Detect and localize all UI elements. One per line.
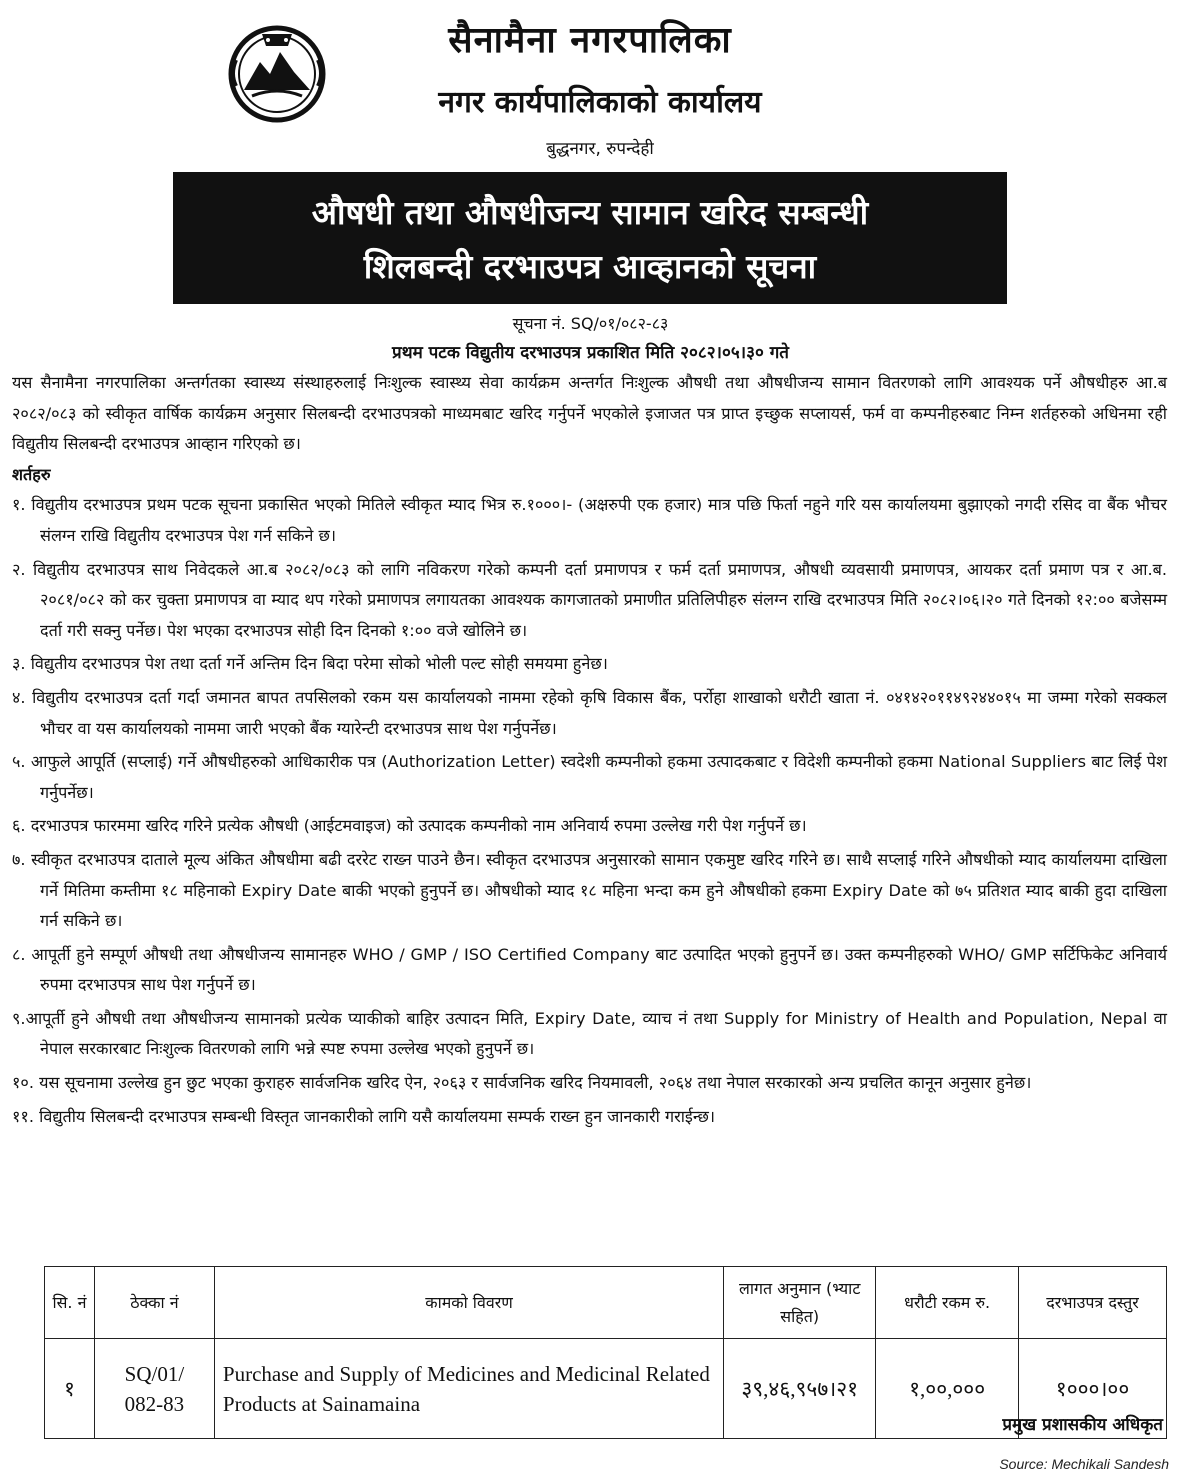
condition-item: ९.आपूर्ती हुने औषधी तथा औषधीजन्य सामानको प्रत्येक प्याकीको बाहिर उत्पादन मिति, Expiry Date, व्याच नं तथा Supply for Ministry of Health and Population, Nepal वा नेपाल सरकारबाट निःशुल्क वितरणको लागि भन्ने स्पष्ट रुपमा उल्लेख भएको हुनुपर्ने छ। — [12, 1008, 1167, 1059]
source-credit: Source: Mechikali Sandesh — [999, 1456, 1169, 1472]
table-header-row — [45, 1267, 1167, 1339]
column-header: दरभाउपत्र दस्तुर — [1019, 1267, 1167, 1339]
bid-security-cell: १,००,००० — [876, 1339, 1019, 1439]
tender-table — [44, 1266, 1167, 1439]
table-row — [45, 1339, 1167, 1439]
condition-item: ११. विद्युतीय सिलबन्दी दरभाउपत्र सम्बन्धी विस्तृत जानकारीको लागि यसै कार्यालयमा सम्पर्क राख्न हुन जानकारी गराईन्छ। — [12, 1106, 715, 1126]
publication-date: प्रथम पटक विद्युतीय दरभाउपत्र प्रकाशित मिति २०८२।०५।३० गते — [392, 343, 789, 363]
condition-item: १. विद्युतीय दरभाउपत्र प्रथम पटक सूचना प्रकासित भएको मितिले स्वीकृत म्याद भित्र रु.१०००।- (अक्षरुपी एक हजार) मात्र पछि फिर्ता नहुने गरि यस कार्यालयमा बुझाएको नगदी रसिद वा बैंक भौचर संलग्न राखि विद्युतीय दरभाउपत्र पेश गर्न सकिने छ। — [12, 495, 1167, 545]
condition-item: ८. आपूर्ती हुने सम्पूर्ण औषधी तथा औषधीजन्य सामानहरु WHO / GMP / ISO Certified Company बाट उत्पादित भएको हुनुपर्ने छ। उक्त कम्पनीहरुको WHO/ GMP सर्टिफिकेट अनिवार्य रुपमा दरभाउपत्र साथ पेश गर्नुपर्ने छ। — [12, 944, 1167, 995]
column-header: धरौटी रकम रु. — [876, 1267, 1019, 1339]
notice-body — [12, 368, 1167, 1135]
condition-item: ४. विद्युतीय दरभाउपत्र दर्ता गर्दा जमानत बापत तपसिलको रकम यस कार्यालयको नाममा रहेको कृषि विकास बैंक, पर्रोहा शाखाको धरौटी खाता नं. ०४१४२०११४९२४४०१५ मा जम्मा गरेको सक्कल भौचर वा यस कार्यालयको नाममा जारी भएको बैंक ग्यारेन्टी दरभाउपत्र साथ पेश गर्नुपर्नेछ। — [12, 687, 1167, 738]
terms-heading: शर्तहरु — [12, 464, 51, 484]
condition-item: ६. दरभाउपत्र फारममा खरिद गरिने प्रत्येक औषधी (आईटमवाइज) को उत्पादक कम्पनीको नाम अनिवार्य रुपमा उल्लेख गरी पेश गर्नुपर्ने छ। — [12, 816, 807, 836]
notice-header — [0, 0, 1181, 170]
office-name: नगर कार्यपालिकाको कार्यालय — [438, 85, 762, 120]
contract-number-cell: SQ/01/ 082-83 — [94, 1339, 214, 1439]
notice-number: सूचना नं. SQ/०१/०८२-८३ — [512, 314, 669, 333]
condition-item: ७. स्वीकृत दरभाउपत्र दाताले मूल्य अंकित औषधीमा बढी दररेट राख्न पाउने छैन। स्वीकृत दरभाउपत्र अनुसारको सामान एकमुष्ट खरिद गरिने छ। साथै सप्लाई गरिने औषधीको म्याद कार्यालयमा दाखिला गर्ने मितिमा कम्तीमा १८ महिनाको Expiry Date बाकी भएको हुनुपर्ने छ। औषधीको म्याद १८ महिना भन्दा कम हुने औषधीको हकमा Expiry Date को ७५ प्रतिशत म्याद बाकी हुदा दाखिला गर्न सकिने छ। — [12, 849, 1167, 931]
notice-title-banner — [173, 172, 1007, 304]
work-description-cell: Purchase and Supply of Medicines and Medicinal Related Products at Sainamaina — [214, 1339, 723, 1439]
intro-paragraph: यस सैनामैना नगरपालिका अन्तर्गतका स्वास्थ्य संस्थाहरुलाई निःशुल्क स्वास्थ्य सेवा कार्यक्रम अन्तर्गत निःशुल्क औषधी तथा औषधीजन्य सामान वितरणको लागि आवश्यक पर्ने औषधीहरु आ.ब २०८२/०८३ को स्वीकृत वार्षिक कार्यक्रम अनुसार सिलबन्दी दरभाउपत्रको माध्यमबाट खरिद गर्नुपर्ने भएकोले इजाजत पत्र प्राप्त इच्छुक सप्लायर्स, फर्म वा कम्पनीहरुबाट निम्न शर्तहरुको अधिनमा रही विद्युतीय सिलबन्दी दरभाउपत्र आव्हान गरिएको छ। — [12, 373, 1167, 454]
municipality-name: सैनामैना नगरपालिका — [448, 20, 732, 61]
condition-item: ३. विद्युतीय दरभाउपत्र पेश तथा दर्ता गर्ने अन्तिम दिन बिदा परेमा सोको भोली पल्ट सोही समयमा हुनेछ। — [12, 654, 608, 674]
condition-item: २. विद्युतीय दरभाउपत्र साथ निवेदकले आ.ब २०८२/०८३ को लागि नविकरण गरेको कम्पनी दर्ता प्रमाणपत्र र फर्म दर्ता प्रमाणपत्र, औषधी व्यवसायी प्रमाणपत्र, आयकर दर्ता प्रमाण पत्र र आ.ब. २०८१/०८२ को कर चुक्ता प्रमाणपत्र वा म्याद थप गरेको प्रमाणपत्र लगायतका आवश्यक कागजातको प्रमाणीत प्रतिलिपीहरु संलग्न राखि दरभाउपत्र मिति २०८२।०६।२० गते दिनको १२:०० बजेसम्म दर्ता गरी सक्नु पर्नेछ। पेश भएका दरभाउपत्र सोही दिन दिनको १:०० वजे खोलिने छ। — [12, 559, 1167, 640]
banner-line-1: औषधी तथा औषधीजन्य सामान खरिद सम्बन्धी — [311, 193, 869, 232]
column-header: ठेक्का नं — [94, 1267, 214, 1339]
signatory: प्रमुख प्रशासकीय अधिकृत — [1002, 1415, 1163, 1435]
column-header: कामको विवरण — [214, 1267, 723, 1339]
office-address: बुद्धनगर, रुपन्देही — [546, 139, 654, 159]
banner-line-2: शिलबन्दी दरभाउपत्र आव्हानको सूचना — [363, 247, 817, 286]
cost-estimate-cell: ३९,४६,९५७।२१ — [724, 1339, 876, 1439]
serial-cell: १ — [45, 1339, 95, 1439]
column-header: सि. नं — [45, 1267, 95, 1339]
column-header: लागत अनुमान (भ्याट सहित) — [724, 1267, 876, 1339]
condition-item: १०. यस सूचनामा उल्लेख हुन छुट भएका कुराहरु सार्वजनिक खरिद ऐन, २०६३ र सार्वजनिक खरिद नियमावली, २०६४ तथा नेपाल सरकारको अन्य प्रचलित कानून अनुसार हुनेछ। — [12, 1073, 1032, 1093]
bid-fee-cell: १०००।०० — [1019, 1339, 1167, 1439]
condition-item: ५. आफुले आपूर्ति (सप्लाई) गर्ने औषधीहरुको आधिकारीक पत्र (Authorization Letter) स्वदेशी कम्पनीको हकमा उत्पादकबाट र विदेशी कम्पनीको हकमा National Suppliers बाट लिई पेश गर्नुपर्नेछ। — [12, 752, 1167, 802]
